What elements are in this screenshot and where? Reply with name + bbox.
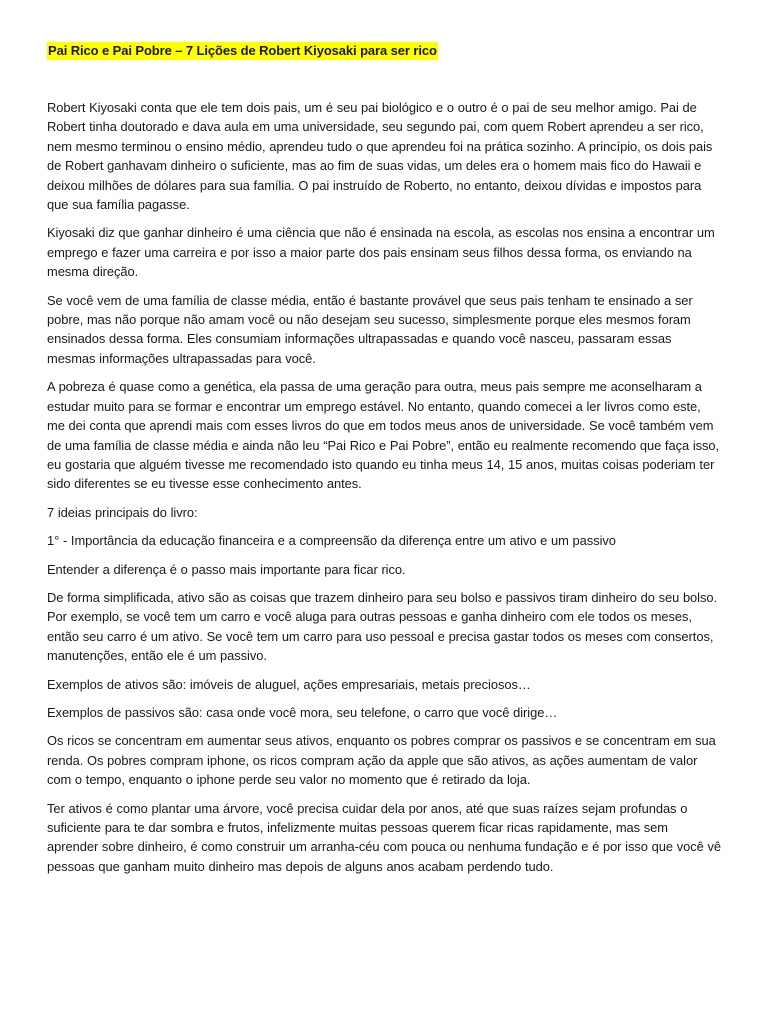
title-spacer [47, 60, 722, 98]
paragraph-tree: Ter ativos é como plantar uma árvore, você precisa cuidar dela por anos, até que suas raízes sejam profundas o suficiente para te dar sombra e frutos, infelizmente muitas pessoas querem ficar ricas rapidamente, mas sem aprender sobre dinheiro, é como construir um arranha-céu com pouca ou nenhuma fundação e é por isso que você vê pessoas que ganham muito dinheiro mas depois de alguns anos acabam perdendo tudo. [47, 800, 721, 874]
paragraph-difference: Entender a diferença é o passo mais importante para ficar rico. [47, 561, 406, 577]
paragraph-rich-vs-poor: Os ricos se concentram em aumentar seus ativos, enquanto os pobres comprar os passivos e se concentram em sua renda. Os pobres compram iphone, os ricos compram ação da apple que são ativos, as ações aumentam de valor com o tempo, enquanto o iphone perde seu valor no momento que é retirado da loja. [47, 733, 716, 788]
paragraph-intro: Robert Kiyosaki conta que ele tem dois pais, um é seu pai biológico e o outro é o pai de seu melhor amigo. Pai de Robert tinha doutorado e dava aula em uma universidade, seu segundo pai, com quem Robert aprendeu a ser rico, nem mesmo terminou o ensino médio, aprendeu tudo o que aprendeu foi na prática sozinho. A princípio, os dois pais de Robert ganhavam dinheiro o suficiente, mas ao fim de suas vidas, um deles era o homem mais fico do Hawaii e deixou milhões de dólares para sua família. O pai instruído de Roberto, no entanto, deixou dívidas e impostos para que sua família pagasse. [47, 100, 713, 213]
paragraph-idea-1: 1° - Importância da educação financeira e a compreensão da diferença entre um ativo e um passivo [47, 533, 616, 549]
document-title: Pai Rico e Pai Pobre – 7 Lições de Robert Kiyosaki para ser rico [48, 43, 437, 58]
paragraph-school: Kiyosaki diz que ganhar dinheiro é uma ciência que não é ensinada na escola, as escolas nos ensina a encontrar um emprego e fazer uma carreira e por isso a maior parte dos pais ensinam seus filhos dessa forma, os enviando na mesma direção. [47, 225, 715, 280]
paragraph-ideas-heading: 7 ideias principais do livro: [47, 504, 198, 520]
paragraph-assets-examples: Exemplos de ativos são: imóveis de aluguel, ações empresariais, metais preciosos… [47, 676, 531, 692]
paragraph-assets-definition: De forma simplificada, ativo são as coisas que trazem dinheiro para seu bolso e passivos tiram dinheiro do seu bolso. Por exemplo, se você tem um carro e você aluga para outras pessoas e ganha dinheiro com ele todos os meses, então seu carro é um ativo. Se você tem um carro para uso pessoal e precisa gastar todos os meses com consertos, manutenções, então ele é um passivo. [47, 589, 718, 664]
paragraph-middle-class: Se você vem de uma família de classe média, então é bastante provável que seus pais tenham te ensinado a ser pobre, mas não porque não amam você ou não desejam seu sucesso, simplesmente porque eles mesmos foram ensinados dessa forma. Eles consumiam informações ultrapassadas e quando você nasceu, passaram essas mesmas informações ultrapassadas para você. [47, 292, 693, 366]
paragraph-poverty: A pobreza é quase como a genética, ela passa de uma geração para outra, meus pais sempre me aconselharam a estudar muito para se formar e encontrar um emprego estável. No entanto, quando comecei a ler livros como este, me dei conta que aprendi mais com esses livros do que em todos meus anos de universidade. Se você também vem de uma família de classe média e ainda não leu “Pai Rico e Pai Pobre”, então eu realmente recomendo que faça isso, eu gostaria que alguém tivesse me recomendado isto quando eu tinha meus 14, 15 anos, muitas coisas poderiam ter sido diferentes se eu tivesse esse conhecimento antes. [47, 379, 720, 492]
paragraph-liabilities-examples: Exemplos de passivos são: casa onde você mora, seu telefone, o carro que você dirige… [47, 704, 558, 720]
